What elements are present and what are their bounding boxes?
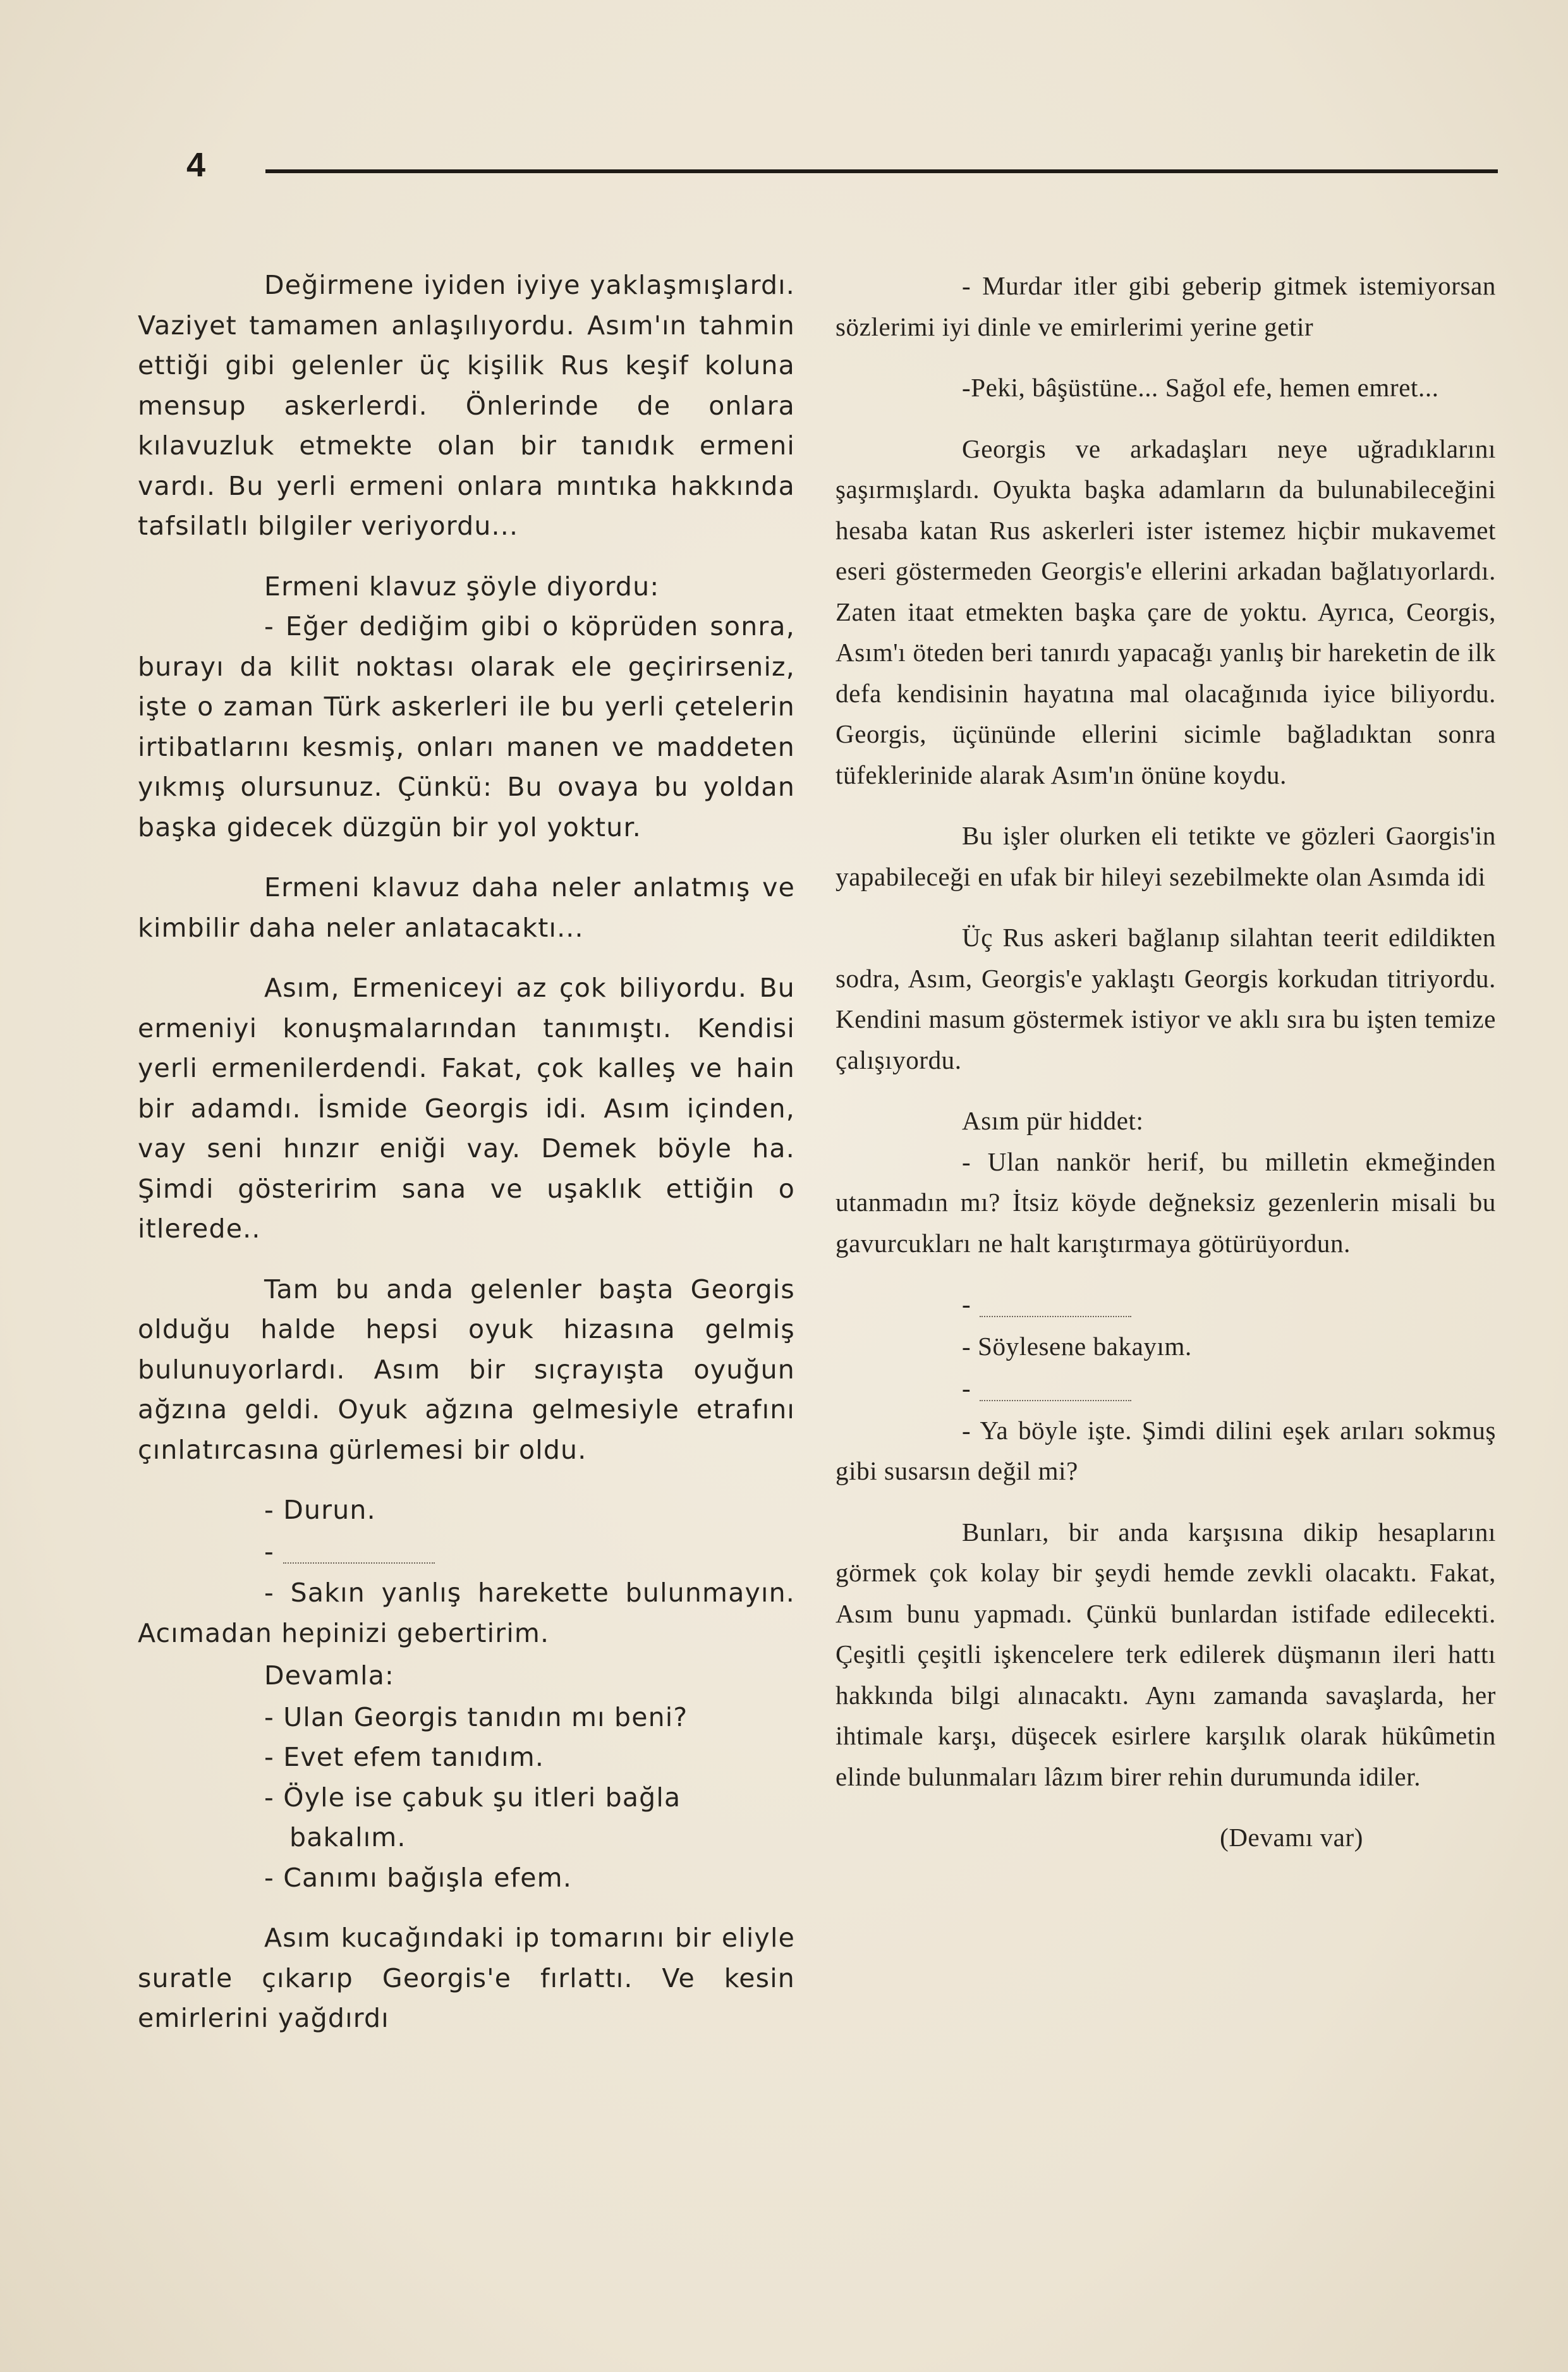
dash: - — [962, 1289, 971, 1318]
right-column — [836, 265, 1496, 1884]
paragraph: Bu işler olurken eli tetikte ve gözleri Gaorgis'in yapabileceği en ufak bir hileyi sezebilmekte olan Asımda idi — [836, 821, 1496, 891]
dialog-line: - Canımı bağışla efem. — [264, 1862, 573, 1893]
paragraph: Ermeni klavuz daha neler anlatmış ve kimbilir daha neler anlatacaktı... — [138, 872, 795, 943]
paragraph: Asım kucağındaki ip tomarını bir eliyle suratle çıkarıp Georgis'e fırlattı. Ve kesin emirlerini yağdırdı — [138, 1923, 795, 2033]
dialog-line: - Evet efem tanıdım. — [264, 1742, 545, 1772]
paragraph: -Peki, bâşüstüne... Sağol efe, hemen emret... — [962, 373, 1439, 402]
paragraph: Bunları, bir anda karşısına dikip hesaplarını görmek çok kolay bir şeydi hemde zevkli olacaktı. Fakat, Asım bunu yapmadı. Çünkü bunlardan istifade edilecekti. Çeşitli çeşitli işkencelere terk edilerek düşmanın ileri hattı hakkında bilgi alınacaktı. Aynı zamanda savaşlarda, her ihtimale karşı, düşecek esirlere karşılık olarak hükûmetin elinde bulunmaları lâzım birer rehin durumunda idiler. — [836, 1517, 1496, 1791]
paragraph: Asım, Ermeniceyi az çok biliyordu. Bu ermeniyi konuşmalarından tanımıştı. Kendisi yerli ermenilerdendi. Fakat, çok kalleş ve hain bir adamdı. İsmide Georgis idi. Asım içinden, vay seni hınzır eniği vay. Demek böyle ha. Şimdi gösteririm sana ve uşaklık ettiğin o itlerede.. — [138, 973, 795, 1244]
dialog-line: - Öyle ise çabuk şu itleri bağla bakalım. — [264, 1782, 681, 1852]
dialog-line-silent — [836, 1368, 1496, 1409]
paragraph: Georgis ve arkadaşları neye uğradıklarını şaşırmışlardı. Oyukta başka adamların da bulunabileceğini hesaba katan Rus askerleri ister istemez hiçbir mukavemet eseri göstermeden Georgis'e ellerini arkadan bağlatıyorlardı. Zaten itaat etmekten başka çare de yoktu. Ayrıca, Ceorgis, Asım'ı öteden beri tanırdı yapacağı yanlış bir hareketin de ilk defa kendisinin hayatına mal olacağınıda iyice biliyordu. Georgis, üçününde ellerini sicimle bağladıktan sonra tüfeklerinide alarak Asım'ın önüne koydu. — [836, 434, 1496, 789]
paragraph: - Murdar itler gibi geberip gitmek istemiyorsan sözlerimi iyi dinle ve emirlerimi yerine getir — [836, 271, 1496, 341]
dialog-intro: Asım pür hiddet: — [962, 1106, 1144, 1135]
dialog-line: - Sakın yanlış harekette bulunmayın. Acımadan hepinizi gebertirim. — [138, 1578, 795, 1648]
dash: - — [264, 1536, 274, 1567]
dialog-line: - Durun. — [264, 1495, 376, 1525]
paragraph: - Ulan nankör herif, bu milletin ekmeğinden utanmadın mı? İtsiz köyde değneksiz gezenlerin misali bu gavurcukları ne halt karıştırmaya götürüyordun. — [836, 1146, 1496, 1258]
paragraph: - Eğer dediğim gibi o köprüden sonra, burayı da kilit noktası olarak ele geçirirseniz, işte o zaman Türk askerleri ile bu yerli çetelerin irtibatlarını kesmiş, onları manen ve maddeten yıkmış olursunuz. Çünkü: Bu ovaya bu yoldan başka gidecek düzgün bir yol yoktur. — [138, 611, 795, 842]
dialog-line-silent — [138, 1532, 795, 1572]
paragraph: Değirmene iyiden iyiye yaklaşmışlardı. Vaziyet tamamen anlaşılıyordu. Asım'ın tahmin ettiği gibi gelenler üç kişilik Rus keşif koluna mensup askerlerdi. Önlerinde de onlara kılavuzluk etmekte olan bir tanıdık ermeni vardı. Bu yerli ermeni onlara mıntıka hakkında tafsilatlı bilgiler veriyordu... — [138, 270, 795, 541]
dialog-line: - Söylesene bakayım. — [962, 1331, 1192, 1361]
paragraph: Tam bu anda gelenler başta Georgis olduğu halde hepsi oyuk hizasına gelmiş bulunuyorlardı. Asım bir sıçrayışta oyuğun ağzına geldi. Oyuk ağzına gelmesiyle etrafını çınlatırcasına gürlemesi bir oldu. — [138, 1274, 795, 1465]
left-column — [138, 265, 795, 2059]
dialog-intro: Ermeni klavuz şöyle diyordu: — [264, 571, 660, 602]
dotted-leader — [980, 1297, 1131, 1317]
continued-note: (Devamı var) — [1220, 1823, 1363, 1852]
dialog-line-silent — [836, 1284, 1496, 1325]
dialog-line: - Ulan Georgis tanıdın mı beni? — [264, 1701, 688, 1732]
dotted-leader — [283, 1543, 435, 1564]
page-number: 4 — [186, 146, 206, 184]
paragraph: - Ya böyle işte. Şimdi dilini eşek arıları sokmuş gibi susarsın değil mi? — [836, 1415, 1496, 1485]
dialog-intro: Devamla: — [264, 1660, 395, 1691]
page-header — [183, 145, 1504, 190]
dotted-leader — [980, 1381, 1131, 1401]
paragraph: Üç Rus askeri bağlanıp silahtan teerit edildikten sodra, Asım, Georgis'e yaklaştı Georgis korkudan titriyordu. Kendini masum göstermek istiyor ve aklı sıra bu işten temize çalışıyordu. — [836, 923, 1496, 1074]
dash: - — [962, 1373, 971, 1402]
header-rule — [265, 169, 1498, 173]
